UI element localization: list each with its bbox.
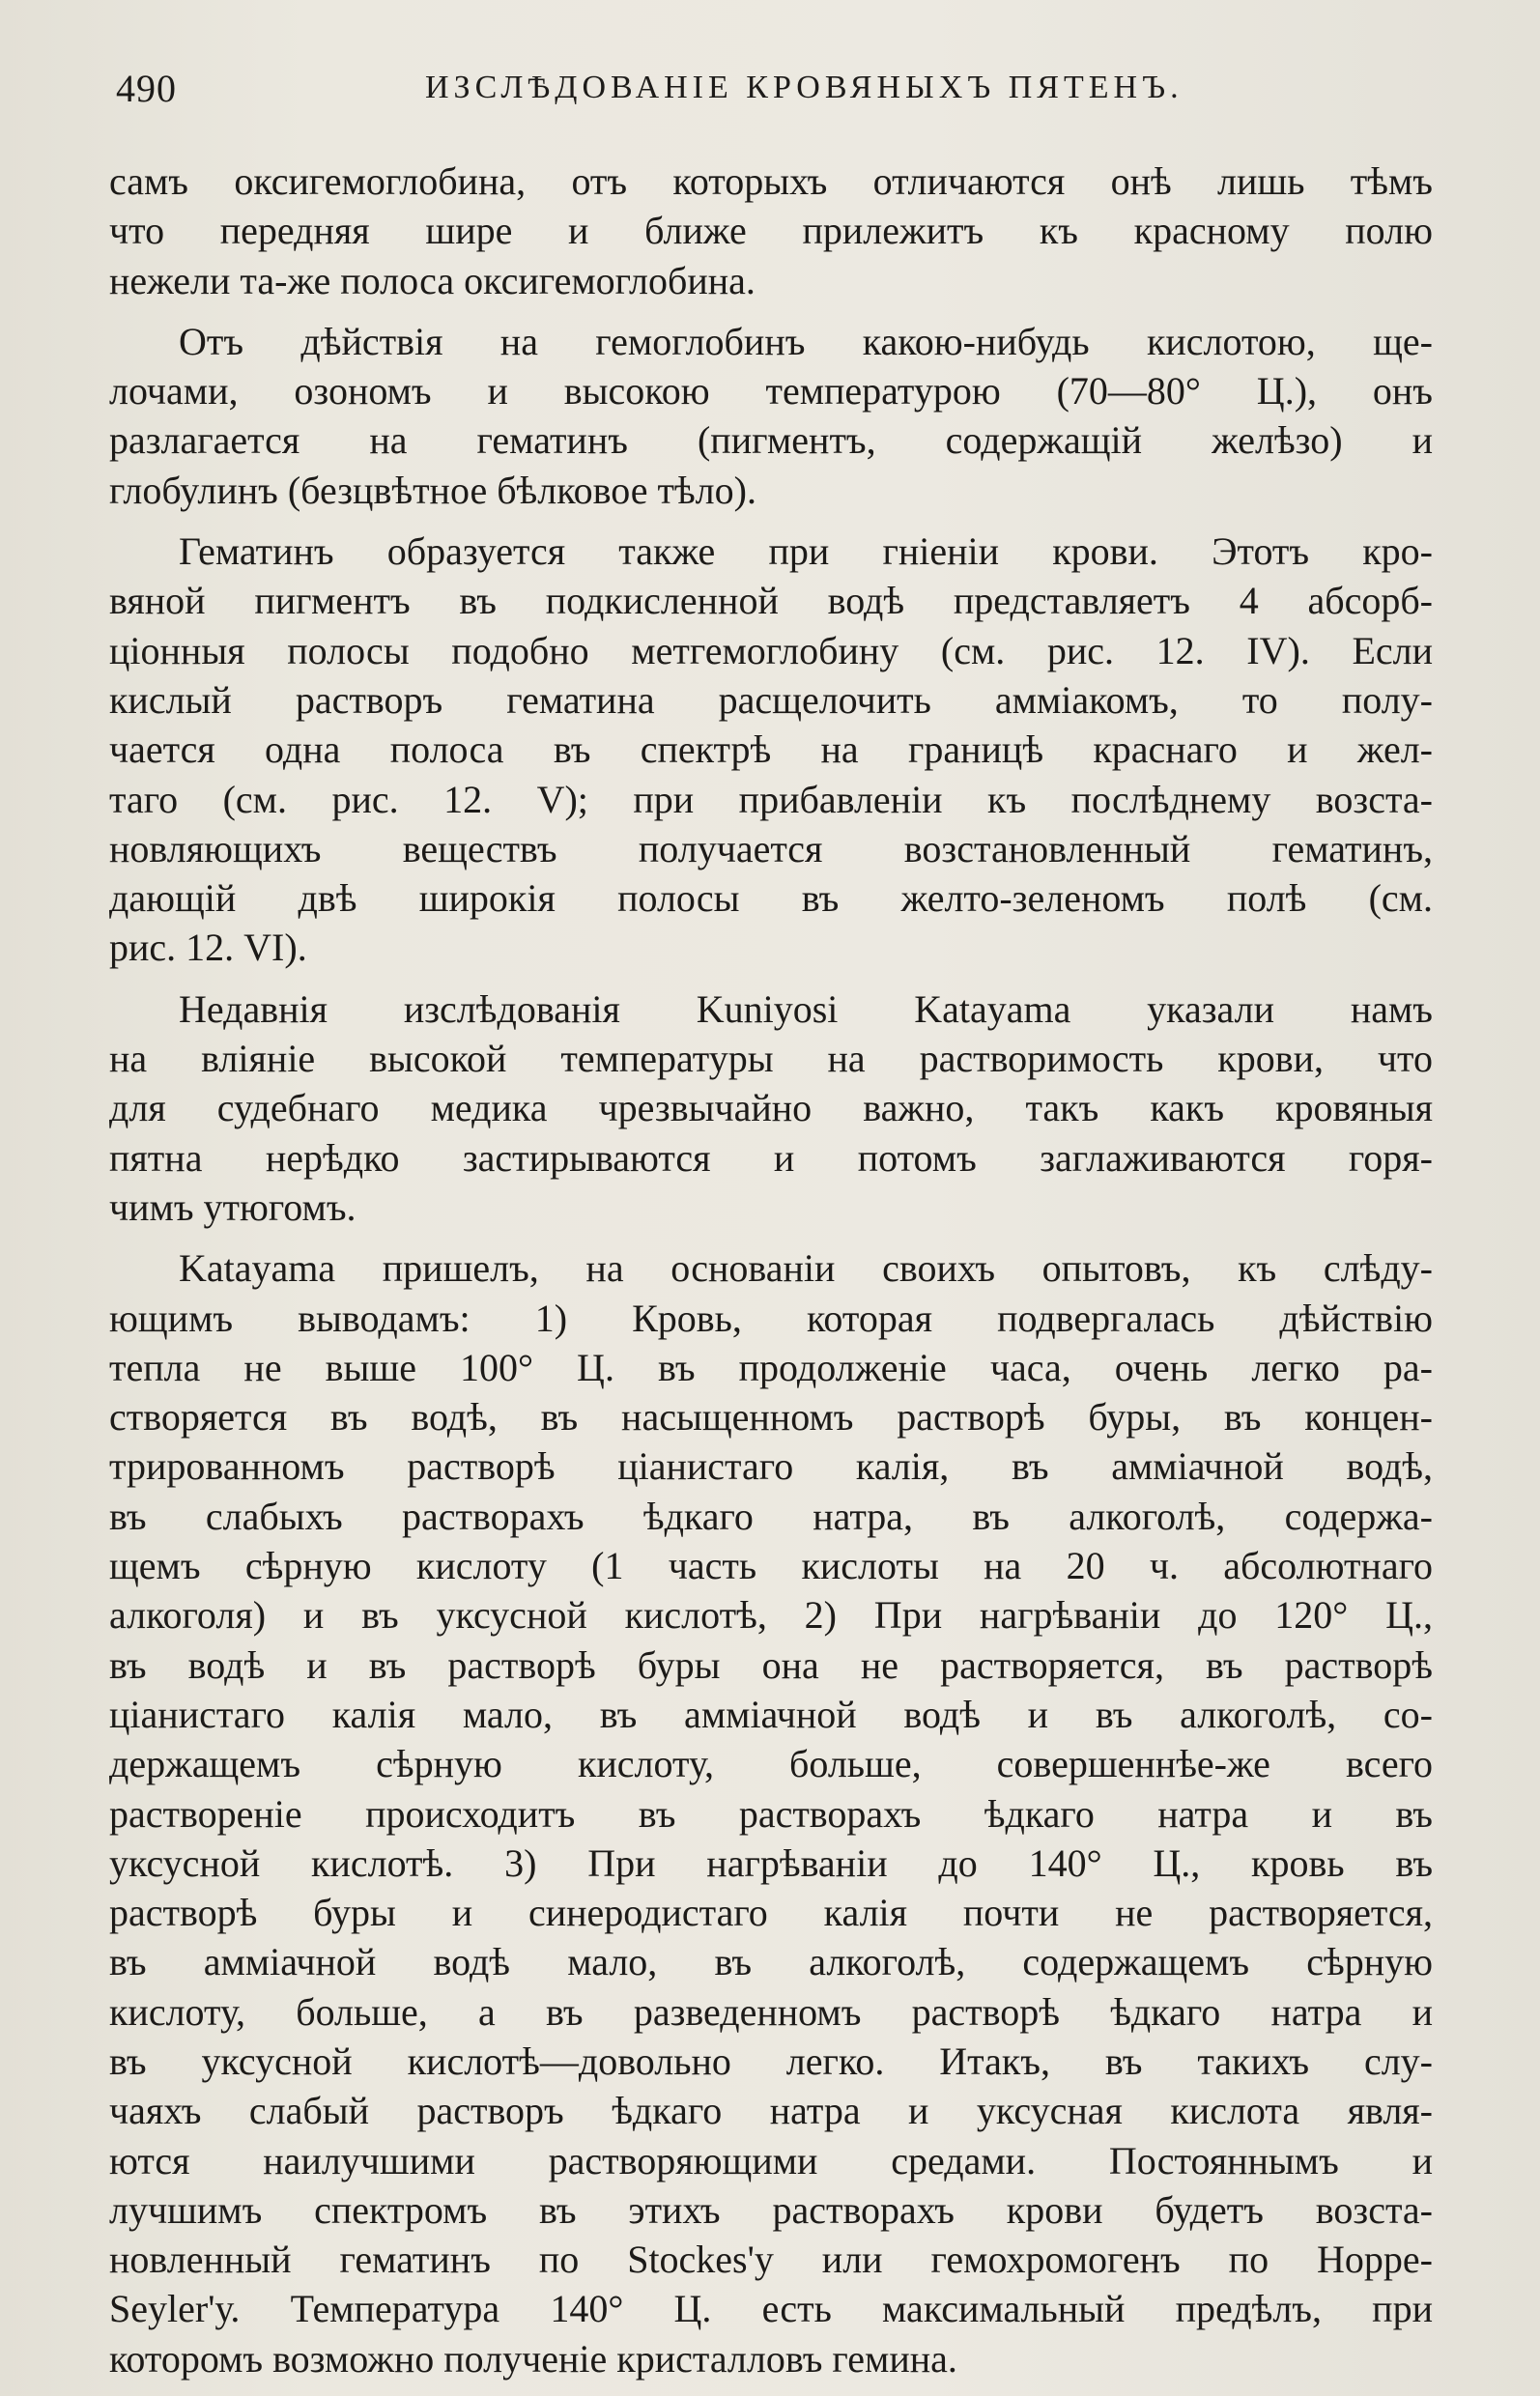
text-line: которомъ возможно полученіе кристалловъ гемина. <box>109 2336 957 2381</box>
text-line: чается одна полоса въ спектрѣ на границѣ краснаго и жел- <box>109 727 1433 772</box>
running-title: ИЗСЛѢДОВАНІЕ КРОВЯНЫХЪ ПЯТЕНЪ. <box>425 70 1184 105</box>
text-line: растворѣ буры и синеродистаго калія почти не растворяется, <box>109 1891 1433 1935</box>
text-line: для судебнаго медика чрезвычайно важно, такъ какъ кровяныя <box>109 1086 1433 1130</box>
text-line: Гематинъ образуется также при гніеніи крови. Этотъ кро- <box>179 529 1433 574</box>
text-line: лочами, озономъ и высокою температурою (70—80° Ц.), онъ <box>109 369 1433 414</box>
text-line: кислый растворъ гематина расщелочить амміакомъ, то полу- <box>109 677 1433 722</box>
text-line: Отъ дѣйствія на гемоглобинъ какою-нибудь кислотою, ще- <box>179 319 1433 363</box>
paragraph-gap <box>109 973 1433 984</box>
text-line: таго (см. рис. 12. V); при прибавленіи къ послѣднему возста- <box>109 777 1433 821</box>
paragraph-gap <box>109 515 1433 527</box>
text-line: тепла не выше 100° Ц. въ продолженіе часа, очень легко ра- <box>109 1345 1433 1389</box>
paragraph <box>109 984 1433 1232</box>
text-line: алкоголя) и въ уксусной кислотѣ, 2) При нагрѣваніи до 120° Ц., <box>109 1593 1433 1638</box>
paragraph-gap <box>109 305 1433 317</box>
text-line: Katayama пришелъ, на основаніи своихъ опытовъ, къ слѣду- <box>179 1246 1433 1291</box>
text-line: трированномъ растворѣ ціанистаго калія, въ амміачной водѣ, <box>109 1444 1433 1489</box>
text-line: рис. 12. VI). <box>109 926 307 970</box>
text-line: Seyler'у. Температура 140° Ц. есть максимальный предѣлъ, при <box>109 2287 1433 2331</box>
text-line: въ водѣ и въ растворѣ буры она не растворяется, въ растворѣ <box>109 1642 1433 1687</box>
text-line: новленный гематинъ по Stockes'у или гемохромогенъ по Hoppe- <box>109 2238 1433 2282</box>
text-line: дающій двѣ широкія полосы въ желто-зеленомъ полѣ (см. <box>109 876 1433 921</box>
text-line: щемъ сѣрную кислоту (1 часть кислоты на 20 ч. абсолютнаго <box>109 1544 1433 1588</box>
text-line: что передняя шире и ближе прилежитъ къ красному полю <box>109 209 1433 253</box>
text-line: вяной пигментъ въ подкисленной водѣ представляетъ 4 абсорб- <box>109 579 1433 623</box>
text-line: ціанистаго калія мало, въ амміачной водѣ и въ алкоголѣ, со- <box>109 1692 1433 1736</box>
text-line: кислоту, больше, а въ разведенномъ растворѣ ѣдкаго натра и <box>109 1989 1433 2034</box>
text-line: ющимъ выводамъ: 1) Кровь, которая подвергалась дѣйствію <box>109 1296 1433 1340</box>
paragraph <box>109 527 1433 973</box>
text-line: чаяхъ слабый растворъ ѣдкаго натра и уксусная кислота явля- <box>109 2089 1433 2133</box>
text-line: Недавнія изслѣдованія Kuniyosi Katayama указали намъ <box>179 986 1433 1031</box>
text-line: ются наилучшими растворяющими средами. Постояннымъ и <box>109 2138 1433 2182</box>
text-line: въ слабыхъ растворахъ ѣдкаго натра, въ алкоголѣ, содержа- <box>109 1494 1433 1538</box>
text-line: ціонныя полосы подобно метгемоглобину (см. рис. 12. IV). Если <box>109 628 1433 672</box>
text-line: уксусной кислотѣ. 3) При нагрѣваніи до 140° Ц., кровь въ <box>109 1840 1433 1885</box>
body-text <box>109 157 1433 2383</box>
paragraph <box>109 157 1433 305</box>
text-line: створяется въ водѣ, въ насыщенномъ растворѣ буры, въ концен- <box>109 1395 1433 1440</box>
text-line: раствореніе происходитъ въ растворахъ ѣдкаго натра и въ <box>109 1791 1433 1836</box>
page-header <box>116 66 1449 124</box>
text-line: разлагается на гематинъ (пигментъ, содержащій желѣзо) и <box>109 418 1433 463</box>
page-number: 490 <box>116 67 177 110</box>
paragraph-gap <box>109 1232 1433 1243</box>
text-line: самъ оксигемоглобина, отъ которыхъ отличаются онѣ лишь тѣмъ <box>109 159 1433 203</box>
text-line: въ амміачной водѣ мало, въ алкоголѣ, содержащемъ сѣрную <box>109 1940 1433 1984</box>
paragraph <box>109 317 1433 515</box>
text-line: пятна нерѣдко застирываются и потомъ заглаживаются горя- <box>109 1135 1433 1180</box>
text-line: чимъ утюгомъ. <box>109 1184 356 1229</box>
text-line: держащемъ сѣрную кислоту, больше, совершеннѣе-же всего <box>109 1742 1433 1786</box>
text-line: въ уксусной кислотѣ—довольно легко. Итакъ, въ такихъ слу- <box>109 2039 1433 2083</box>
text-line: нежели та-же полоса оксигемоглобина. <box>109 258 756 302</box>
paragraph <box>109 1243 1433 2383</box>
text-line: глобулинъ (безцвѣтное бѣлковое тѣло). <box>109 468 756 512</box>
text-line: лучшимъ спектромъ въ этихъ растворахъ крови будетъ возста- <box>109 2187 1433 2232</box>
text-line: на вліяніе высокой температуры на растворимость крови, что <box>109 1037 1433 1081</box>
text-line: новляющихъ веществъ получается возстановленный гематинъ, <box>109 826 1433 870</box>
